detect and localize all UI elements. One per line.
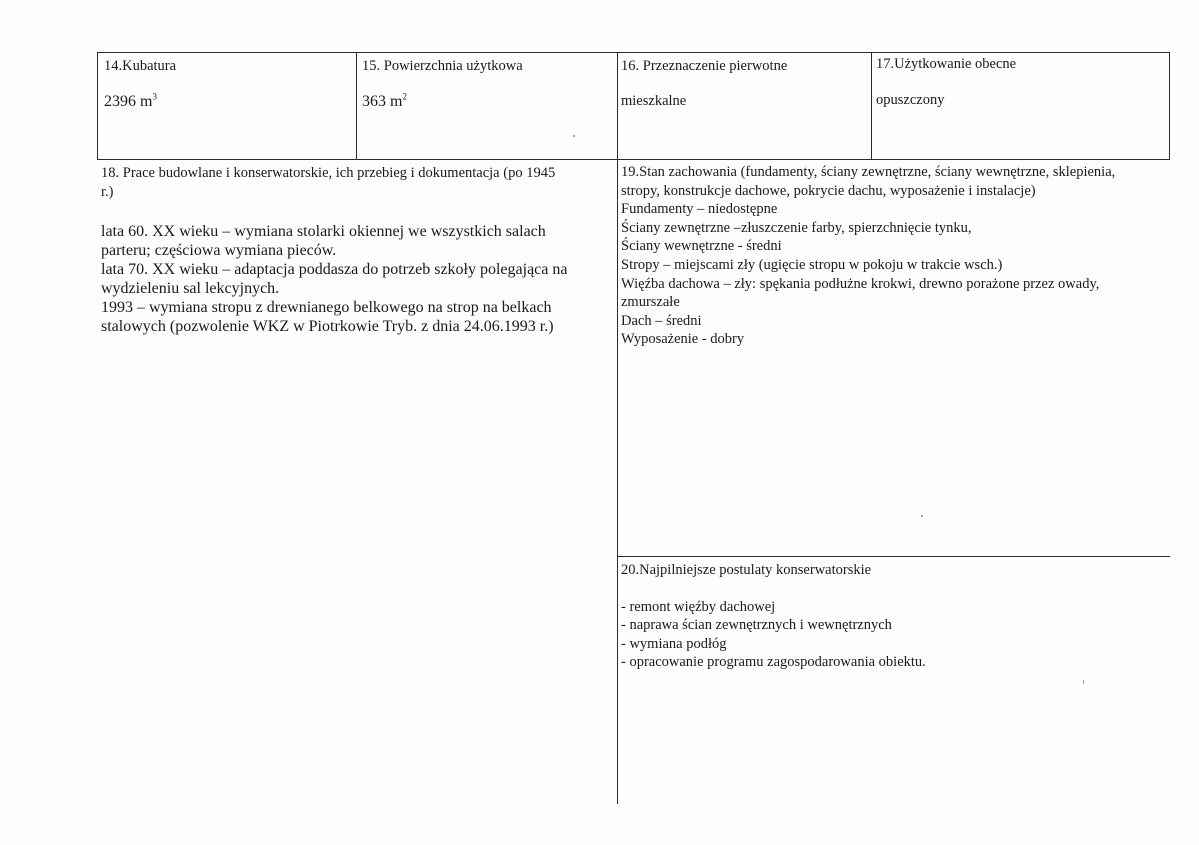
scan-speck [921,515,923,517]
sec18-line: lata 60. XX wieku – wymiana stolarki okiennej we wszystkich salach [101,223,546,240]
przeznaczenie-label: 16. Przeznaczenie pierwotne [621,58,788,74]
table-right-border [1169,52,1170,160]
powierzchnia-unit-exponent: 2 [402,91,407,102]
sec20-title: 20.Najpilniejsze postulaty konserwatorskie [621,562,872,578]
sec20-gap [621,580,1166,598]
sec20-item: - opracowanie programu zagospodarowania obiektu. [621,654,926,671]
sec20-item: - wymiana podłóg [621,635,727,652]
kubatura-label: 14.Kubatura [104,58,177,74]
sec20-item: - remont więźby dachowej [621,598,776,615]
divider-16-17 [871,52,872,160]
sec19-line: zmurszałe [621,294,680,311]
sec18-title [101,164,611,202]
sec19-line: Fundamenty – niedostępne [621,201,778,218]
divider-14-15 [356,52,357,160]
sec18-line: lata 70. XX wieku – adaptacja poddasza do potrzeb szkoły polegająca na [101,261,568,278]
divider-15-16 [617,52,618,804]
sec18-body [101,222,613,336]
sec20 [621,561,1166,672]
przeznaczenie-value: mieszkalne [621,93,687,109]
scan-speck [573,135,575,137]
uzytkowanie-value: opuszczony [876,92,945,108]
sec18-line: parteru; częściowa wymiana pieców. [101,242,337,259]
uzytkowanie-label: 17.Użytkowanie obecne [876,56,1017,72]
sec18-line: stalowych (pozwolenie WKZ w Piotrkowie Tryb. z dnia 24.06.1993 r.) [101,318,554,335]
sec18-line: 1993 – wymiana stropu z drewnianego belkowego na strop na belkach [101,299,552,316]
sec18-title-line2: r.) [101,184,114,200]
sec18-line: wydzieleniu sal lekcyjnych. [101,280,280,297]
table-top-border [97,52,1170,53]
sec20-top-border [617,556,1170,557]
kubatura-number: 2396 m [104,93,153,110]
scan-speck [1083,680,1084,684]
sec19-line: Więźba dachowa – zły: spękania podłużne krokwi, drewno porażone przez owady, [621,275,1100,292]
sec19-title-line2: stropy, konstrukcje dachowe, pokrycie dachu, wyposażenie i instalacje) [621,182,1036,199]
table-left-border [97,52,98,160]
sec19-line: Wyposażenie - dobry [621,331,745,348]
row1-bottom-border [97,159,1170,160]
sec19-line: Ściany zewnętrzne –złuszczenie farby, spierzchnięcie tynku, [621,219,972,236]
powierzchnia-label: 15. Powierzchnia użytkowa [362,58,523,74]
sec20-item: - naprawa ścian zewnętrznych i wewnętrznych [621,617,892,634]
sec19-title-line1: 19.Stan zachowania (fundamenty, ściany zewnętrzne, ściany wewnętrzne, sklepienia, [621,164,1116,180]
kubatura-unit-exponent: 3 [152,91,157,102]
powierzchnia-number: 363 m [362,93,403,110]
powierzchnia-value [362,92,407,111]
kubatura-value [104,92,157,111]
sec18-title-line1: 18. Prace budowlane i konserwatorskie, ich przebieg i dokumentacja (po 1945 [101,165,556,181]
sec19-line: Stropy – miejscami zły (ugięcie stropu w pokoju w trakcie wsch.) [621,256,1003,273]
sec19-line: Dach – średni [621,312,702,329]
sec19 [621,163,1166,349]
sec19-line: Ściany wewnętrzne - średni [621,238,782,255]
